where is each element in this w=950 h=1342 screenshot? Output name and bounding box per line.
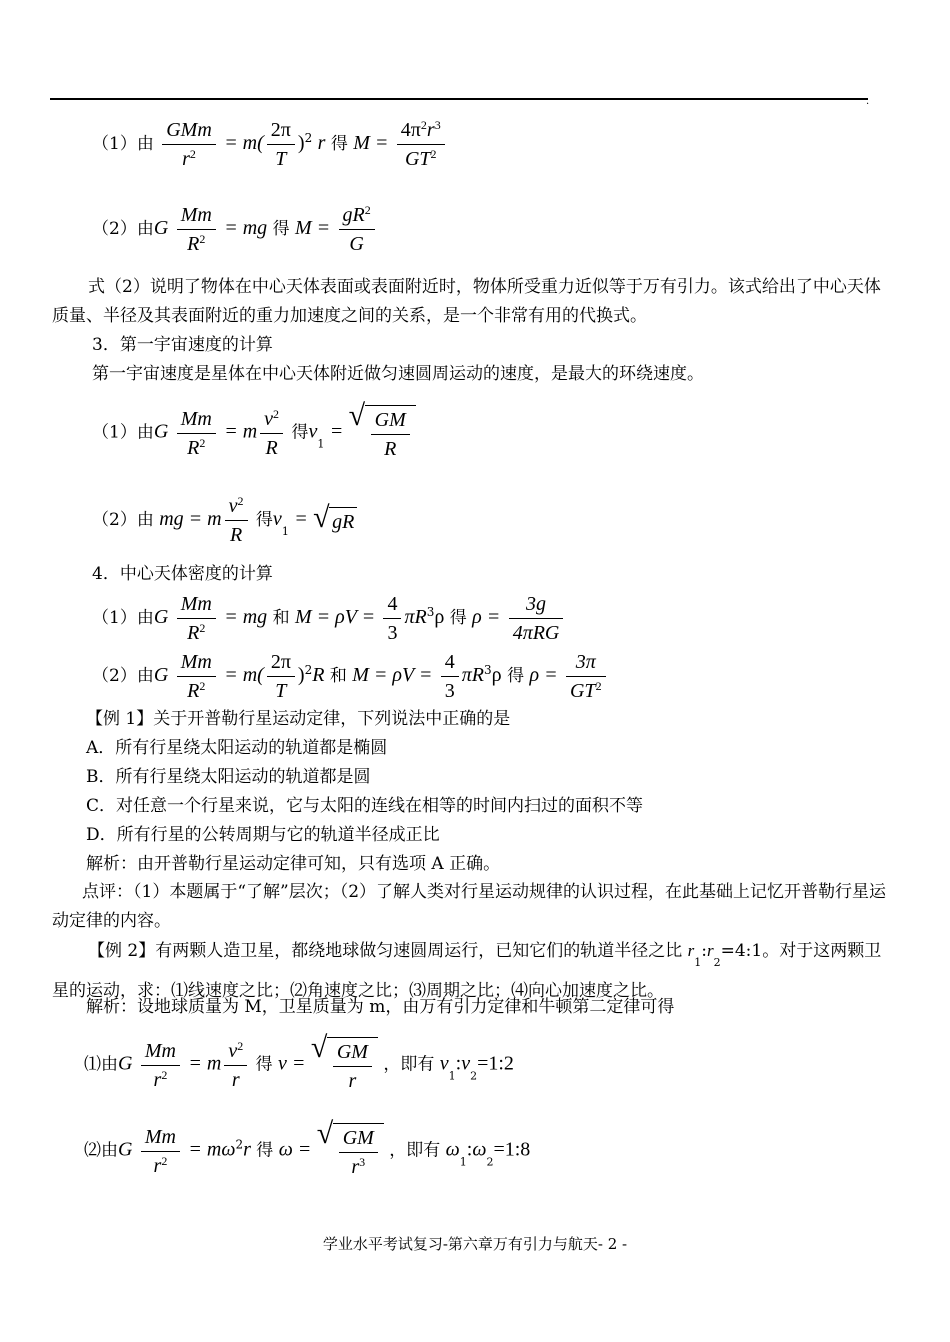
example2-formula-2: ⑵由G $\frac{Mm}{r^2}$ = $m\omega^2r$ 得 ω = √ $\frac{GM}{r^3}$ ，即有 $\omega_1:\omega_2=1:8$ <box>84 1117 531 1178</box>
formula-mass-2: （2）由G $\frac{Mm}{R^2}$ = mg 得 M = $\frac{gR^2}{G}$ <box>92 203 378 256</box>
formula-mass-1: （1）由 $\frac{\text{GMm}}{r^2}$ = m( $\frac{2\pi}{T}$ )$^2$ r 得 M = $\frac{4\pi^2r^3}{GT^2}$ <box>92 118 448 171</box>
header-rule <box>50 98 868 100</box>
example2-formula-1: ⑴由G $\frac{Mm}{r^2}$ = m $\frac{v^2}{r}$ 得 v = √ $\frac{GM}{r}$ ，即有 $v_1:v_2=1:2$ <box>84 1031 514 1092</box>
example1-option-c: C．对任意一个行星来说，它与太阳的连线在相等的时间内扫过的面积不等 <box>86 796 644 816</box>
formula-density-2: （2）由G $\frac{Mm}{R^2}$ = m( $\frac{2\pi}{T}$ )$^2$R 和 M = ρV = $\frac{4}{3}$ $\pi R^3\rho$ 得 ρ = $\frac{3\pi}{GT^2}$ <box>92 650 609 703</box>
heading-density: 4．中心天体密度的计算 <box>92 564 273 584</box>
formula-density-1: （1）由G $\frac{Mm}{R^2}$ = mg 和 M = ρV = $\frac{4}{3}$ $\pi R^3\rho$ 得 ρ = $\frac{3g}{\text{4πRG}}$ <box>92 592 566 645</box>
example1-option-a: A．所有行星绕太阳运动的轨道都是椭圆 <box>86 738 388 758</box>
note-paragraph: 式（2）说明了物体在中心天体表面或表面附近时，物体所受重力近似等于万有引力。该式给出了中心天体质量、半径及其表面附近的重力加速度之间的关系，是一个非常有用的代换式。 <box>52 277 881 326</box>
example2-analysis: 解析：设地球质量为 M，卫星质量为 m，由万有引力定律和牛顿第二定律可得 <box>86 997 675 1017</box>
example1-option-b: B．所有行星绕太阳运动的轨道都是圆 <box>86 767 371 787</box>
formula-velocity-1: （1）由G $\frac{Mm}{R^2}$ = m $\frac{v^2}{R}$ 得$v_1$ = √ $\frac{GM}{R}$ <box>92 405 416 461</box>
heading-first-cosmic-velocity: 3．第一宇宙速度的计算 <box>92 335 273 355</box>
example2-question: 【例 2】有两颗人造卫星，都绕地球做匀速圆周运行，已知它们的轨道半径之比 $r_1:r_2=4:1$。对于这两颗卫星的运动，求：⑴线速度之比；⑵角速度之比；⑶周期之比；⑷向心加速度之比。 <box>52 941 882 1001</box>
example1-option-d: D．所有行星的公转周期与它的轨道半径成正比 <box>86 825 440 845</box>
example1-analysis: 解析：由开普勒行星运动定律可知，只有选项 A 正确。 <box>86 854 501 874</box>
header-rule-mark: . <box>866 96 870 107</box>
page-footer: 学业水平考试复习-第六章万有引力与航天- 2 - <box>322 1235 628 1253</box>
formula-velocity-2: （2）由 mg = m $\frac{v^2}{R}$ 得$v_1$ = √ gR <box>92 494 357 547</box>
first-cosmic-velocity-desc: 第一宇宙速度是星体在中心天体附近做匀速圆周运动的速度，是最大的环绕速度。 <box>92 364 704 384</box>
example1-question: 【例 1】关于开普勒行星运动定律，下列说法中正确的是 <box>86 709 511 729</box>
example1-comment: 点评：（1）本题属于“了解”层次；（2）了解人类对行星运动规律的认识过程，在此基础上记忆开普勒行星运动定律的内容。 <box>52 882 887 931</box>
